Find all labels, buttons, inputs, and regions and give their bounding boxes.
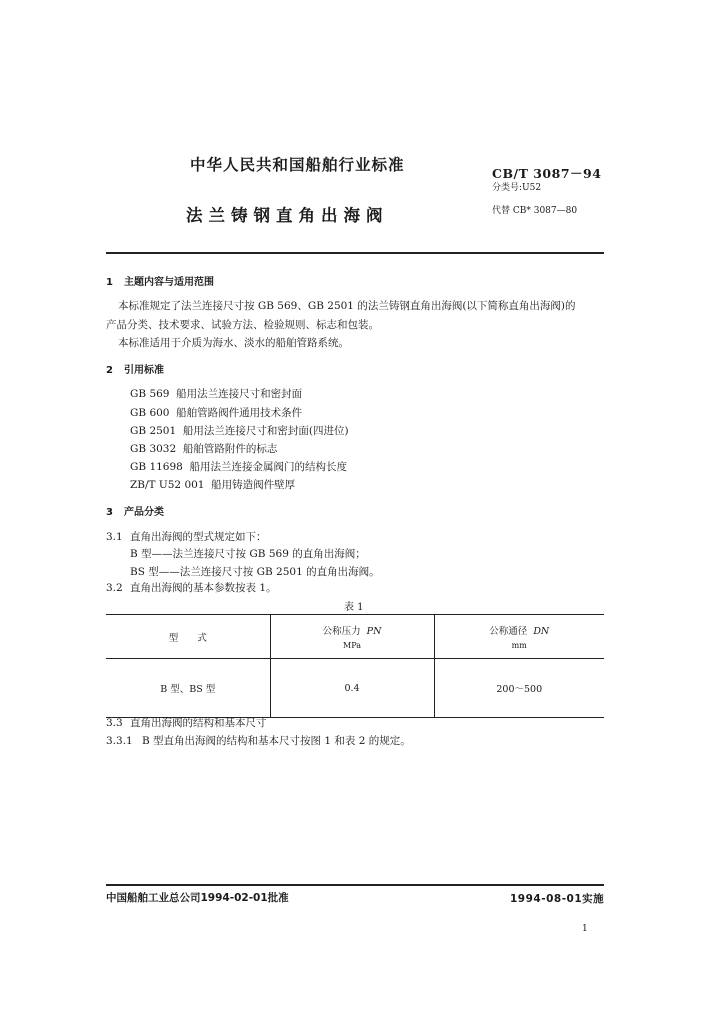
section-1-title: 主题内容与适用范围 [124, 277, 214, 288]
reference-item [130, 386, 302, 401]
section-1-para-1-line-2: 产品分类、技术要求、试验方法、检验规则、标志和包装。 [106, 319, 379, 331]
footer-divider [106, 884, 604, 886]
table-cell-type: B 型、BS 型 [106, 659, 270, 718]
section-2-title: 引用标准 [124, 365, 164, 376]
table-header-type [106, 615, 270, 659]
reference-title: 船用法兰连接尺寸和密封面 [176, 388, 303, 400]
section-1-para-2: 本标准适用于介质为海水、淡水的船舶管路系统。 [118, 337, 349, 349]
reference-code: GB 2501 [130, 425, 177, 437]
diameter-header-label: 公称通径 [489, 626, 528, 637]
reference-item [130, 459, 347, 474]
section-3-number: 3 [106, 507, 113, 518]
pressure-header-label: 公称压力 [322, 626, 361, 637]
pressure-unit: MPa [343, 641, 361, 650]
clause-3-3-number: 3.3 [106, 717, 123, 729]
classification-number: 分类号:U52 [492, 183, 542, 193]
table-header-row [106, 615, 604, 659]
reference-title: 船用铸造阀件壁厚 [211, 479, 296, 491]
clause-3-2-text: 直角出海阀的基本参数按表 1。 [130, 582, 277, 594]
reference-code: GB 3032 [130, 443, 177, 455]
clause-3-1 [106, 529, 267, 544]
type-header-label: 型 式 [168, 632, 207, 644]
replaces-standard: 代替 CB* 3087—80 [492, 206, 578, 216]
reference-title: 船用法兰连接尺寸和密封面(四进位) [182, 425, 349, 437]
reference-item [130, 423, 349, 438]
clause-3-2 [106, 580, 277, 595]
reference-code: GB 11698 [130, 461, 183, 473]
table-1-caption: 表 1 [344, 602, 364, 613]
section-3-heading [106, 503, 164, 518]
table-header-diameter [434, 615, 604, 659]
clause-3-3-text: 直角出海阀的结构和基本尺寸 [130, 717, 267, 729]
standard-number: CB/T 3087－94 [492, 166, 602, 181]
pressure-symbol: PN [366, 626, 382, 637]
reference-code: GB 569 [130, 388, 170, 400]
reference-item [130, 441, 277, 456]
diameter-unit: mm [511, 641, 527, 650]
diameter-symbol: DN [533, 626, 550, 637]
industry-standard-heading: 中华人民共和国船舶行业标准 [190, 156, 405, 174]
clause-3-3-1-number: 3.3.1 [106, 735, 133, 747]
section-1-number: 1 [106, 277, 113, 288]
clause-3-3-1 [106, 733, 411, 748]
header-divider [106, 252, 604, 254]
reference-code: GB 600 [130, 407, 170, 419]
reference-code: ZB/T U52 001 [130, 479, 205, 491]
standard-title: 法兰铸钢直角出海阀 [186, 206, 389, 225]
reference-title: 船舶管路附件的标志 [182, 443, 278, 455]
clause-3-1-text: 直角出海阀的型式规定如下： [130, 531, 267, 543]
reference-title: 船用法兰连接金属阀门的结构长度 [189, 461, 348, 473]
approval-statement: 中国船舶工业总公司1994-02-01批准 [106, 892, 289, 904]
reference-item [130, 477, 295, 492]
clause-3-1-number: 3.1 [106, 531, 123, 543]
type-bs-definition: BS 型——法兰连接尺寸按 GB 2501 的直角出海阀。 [130, 566, 380, 578]
table-cell-diameter: 200～500 [434, 659, 604, 718]
table-cell-pressure: 0.4 [270, 659, 434, 718]
reference-title: 船舶管路阀件通用技术条件 [176, 407, 303, 419]
clause-3-2-number: 3.2 [106, 582, 123, 594]
table-1 [106, 614, 604, 718]
section-2-number: 2 [106, 365, 113, 376]
reference-item [130, 405, 302, 420]
table-row [106, 659, 604, 718]
clause-3-3 [106, 715, 267, 730]
page-number: 1 [582, 924, 588, 934]
type-b-definition: B 型——法兰连接尺寸按 GB 569 的直角出海阀； [130, 548, 366, 560]
section-2-heading [106, 361, 164, 376]
section-1-para-1-line-1: 本标准规定了法兰连接尺寸按 GB 569、GB 2501 的法兰铸钢直角出海阀(以下简称直角出海阀)的 [118, 300, 576, 312]
implementation-date: 1994-08-01实施 [510, 893, 605, 905]
section-3-title: 产品分类 [124, 507, 164, 518]
section-1-heading [106, 273, 214, 288]
table-header-pressure [270, 615, 434, 659]
clause-3-3-1-text: B 型直角出海阀的结构和基本尺寸按图 1 和表 2 的规定。 [142, 735, 411, 747]
